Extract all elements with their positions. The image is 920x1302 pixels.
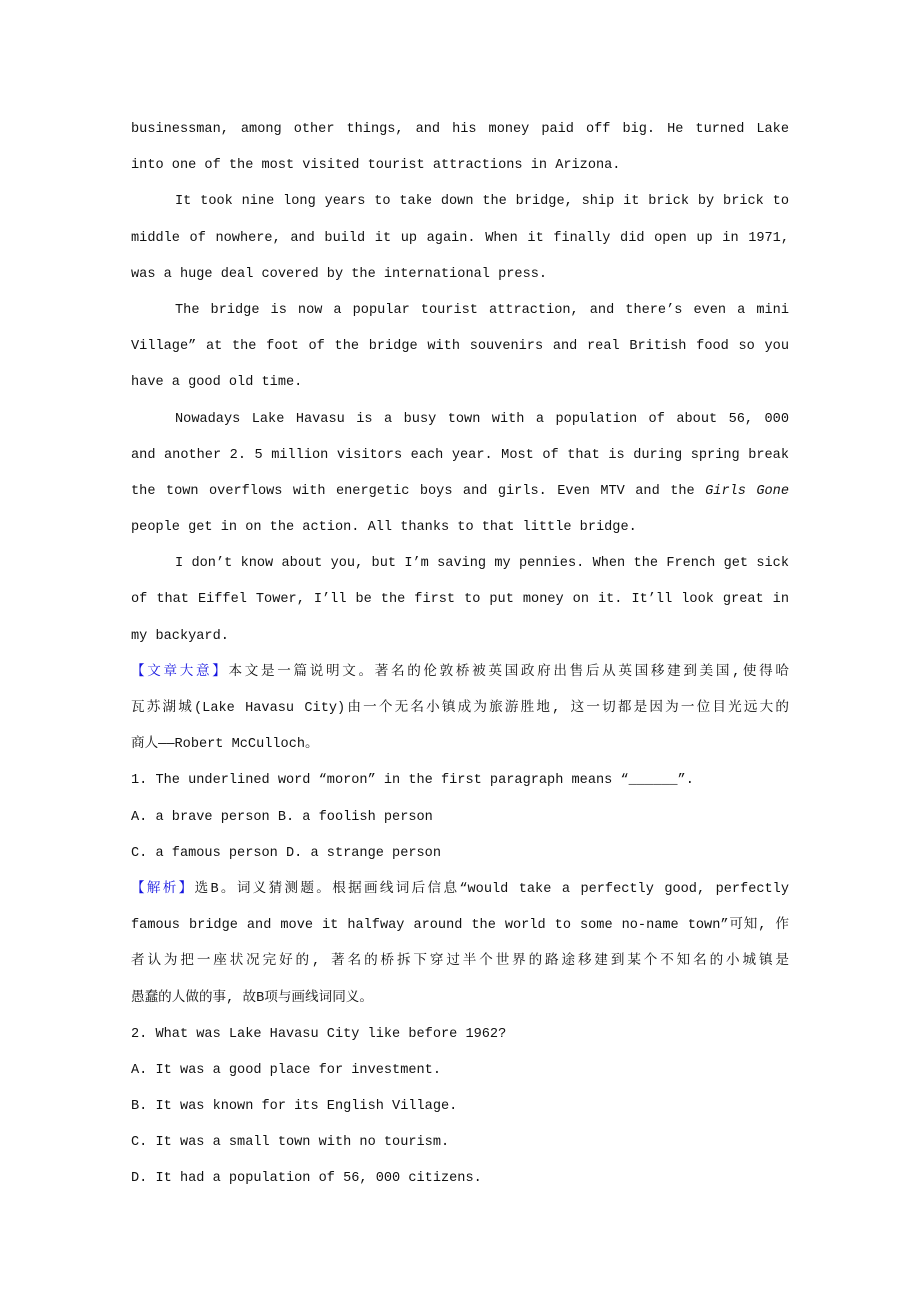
text-segment: C. a famous person D. a strange person bbox=[131, 845, 441, 861]
text-segment: 1. The underlined word “moron” in the first paragraph means “______”. bbox=[131, 773, 694, 789]
text-segment: 选B。词义猜测题。根据画线词后信息“would take a perfectly good, perfectly bbox=[194, 881, 789, 897]
text-line bbox=[131, 908, 789, 944]
text-segment: middle of nowhere, and build it up again. When it finally did open up in 1971, bbox=[131, 230, 789, 246]
text-line bbox=[131, 582, 789, 618]
text-line bbox=[131, 836, 789, 872]
text-line bbox=[131, 365, 789, 401]
text-segment: I don’t know about you, but I’m saving my pennies. When the French get sick bbox=[175, 556, 789, 572]
text-segment: 2. What was Lake Havasu City like before 1962? bbox=[131, 1026, 507, 1042]
text-segment: the town overflows with energetic boys and girls. Even MTV and the bbox=[131, 483, 706, 499]
text-segment: A. It was a good place for investment. bbox=[131, 1062, 441, 1078]
text-line bbox=[131, 474, 789, 510]
text-line bbox=[131, 655, 789, 691]
text-line bbox=[131, 329, 789, 365]
document-body bbox=[131, 112, 789, 1198]
text-segment: B. It was known for its English Village. bbox=[131, 1099, 458, 1115]
text-segment: 者认为把一座状况完好的, 著名的桥拆下穿过半个世界的路途移建到某个不知名的小城镇是 bbox=[131, 954, 789, 970]
text-line bbox=[131, 221, 789, 257]
text-line bbox=[131, 872, 789, 908]
text-line bbox=[131, 112, 789, 148]
section-label: 【解析】 bbox=[131, 881, 195, 897]
text-segment: was a huge deal covered by the international press. bbox=[131, 266, 548, 282]
text-line bbox=[131, 438, 789, 474]
text-line bbox=[131, 1089, 789, 1125]
text-line bbox=[131, 257, 789, 293]
text-segment: The bridge is now a popular tourist attraction, and there’s even a mini bbox=[175, 302, 789, 318]
text-line bbox=[131, 727, 789, 763]
text-line bbox=[131, 944, 789, 980]
text-segment: 本文是一篇说明文。著名的伦敦桥被英国政府出售后从英国移建到美国,使得哈 bbox=[228, 664, 789, 680]
text-segment: famous bridge and move it halfway around the world to some no-name town”可知, 作 bbox=[131, 918, 789, 934]
text-segment: into one of the most visited tourist attractions in Arizona. bbox=[131, 158, 621, 174]
text-line bbox=[131, 1053, 789, 1089]
text-segment: of that Eiffel Tower, I’ll be the first to put money on it. It’ll look great in bbox=[131, 592, 789, 608]
text-line bbox=[131, 981, 789, 1017]
text-line bbox=[131, 293, 789, 329]
text-segment: D. It had a population of 56, 000 citizens. bbox=[131, 1171, 482, 1187]
text-segment: 愚蠢的人做的事, 故B项与画线词同义。 bbox=[131, 990, 373, 1006]
text-line bbox=[131, 1125, 789, 1161]
text-segment: have a good old time. bbox=[131, 375, 303, 391]
text-segment: 瓦苏湖城(Lake Havasu City)由一个无名小镇成为旅游胜地, 这一切都是因为一位目光远大的 bbox=[131, 701, 789, 716]
text-segment: my backyard. bbox=[131, 628, 229, 644]
text-segment: 商人——Robert McCulloch。 bbox=[131, 737, 319, 753]
text-segment: and another 2. 5 million visitors each year. Most of that is during spring break bbox=[131, 447, 789, 463]
text-segment: people get in on the action. All thanks to that little bridge. bbox=[131, 520, 637, 536]
text-segment: businessman, among other things, and his money paid off big. He turned Lake bbox=[131, 122, 789, 137]
text-line bbox=[131, 546, 789, 582]
text-segment: C. It was a small town with no tourism. bbox=[131, 1135, 450, 1151]
text-line bbox=[131, 1017, 789, 1053]
text-line bbox=[131, 691, 789, 727]
text-segment: Girls Gone bbox=[705, 483, 789, 499]
text-segment: Nowadays Lake Havasu is a busy town with a population of about 56, 000 bbox=[175, 411, 789, 427]
text-line bbox=[131, 619, 789, 655]
text-segment: It took nine long years to take down the bridge, ship it brick by brick to bbox=[175, 194, 789, 210]
text-line bbox=[131, 763, 789, 799]
text-line bbox=[131, 148, 789, 184]
text-line bbox=[131, 800, 789, 836]
text-line bbox=[131, 510, 789, 546]
text-line bbox=[131, 1161, 789, 1197]
section-label: 【文章大意】 bbox=[131, 664, 229, 680]
text-segment: A. a brave person B. a foolish person bbox=[131, 809, 433, 825]
text-line bbox=[131, 402, 789, 438]
text-line bbox=[131, 184, 789, 220]
text-segment: Village” at the foot of the bridge with souvenirs and real British food so you bbox=[131, 339, 789, 355]
